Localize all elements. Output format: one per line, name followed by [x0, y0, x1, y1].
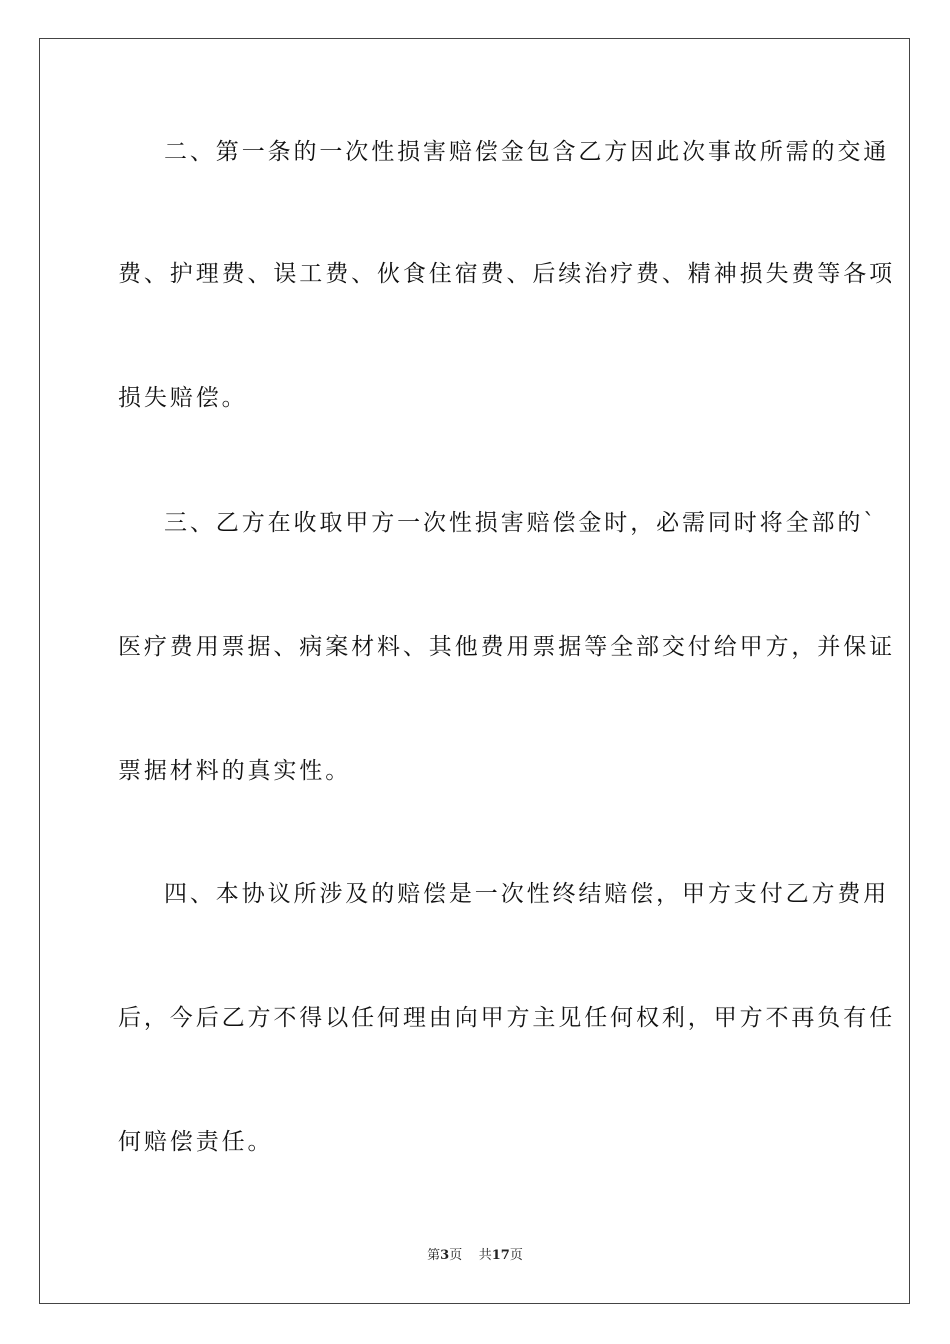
- paragraph-3-line-2: 医疗费用票据、病案材料、其他费用票据等全部交付给甲方，并保证: [118, 634, 895, 660]
- total-suffix: 页: [509, 1248, 523, 1263]
- paragraph-2-line-1: 二、第一条的一次性损害赔偿金包含乙方因此次事故所需的交通: [164, 139, 890, 165]
- paragraph-2-line-3: 损失赔偿。: [118, 385, 248, 411]
- total-pages: 17: [491, 1248, 510, 1263]
- paragraph-3-line-1: 三、乙方在收取甲方一次性损害赔偿金时，必需同时将全部的`: [164, 510, 878, 536]
- page-prefix: 第: [427, 1248, 441, 1263]
- page-footer: [0, 1247, 950, 1265]
- paragraph-3-line-3: 票据材料的真实性。: [118, 758, 352, 784]
- page-number: 3: [440, 1248, 450, 1263]
- page-border: [39, 38, 910, 1304]
- page-suffix: 页: [449, 1248, 463, 1263]
- total-prefix: 共: [478, 1248, 492, 1263]
- paragraph-2-line-2: 费、护理费、误工费、伙食住宿费、后续治疗费、精神损失费等各项: [118, 261, 895, 287]
- paragraph-4-line-1: 四、本协议所涉及的赔偿是一次性终结赔偿，甲方支付乙方费用: [164, 881, 890, 907]
- paragraph-4-line-3: 何赔偿责任。: [118, 1129, 274, 1155]
- paragraph-4-line-2: 后，今后乙方不得以任何理由向甲方主见任何权利，甲方不再负有任: [118, 1005, 895, 1031]
